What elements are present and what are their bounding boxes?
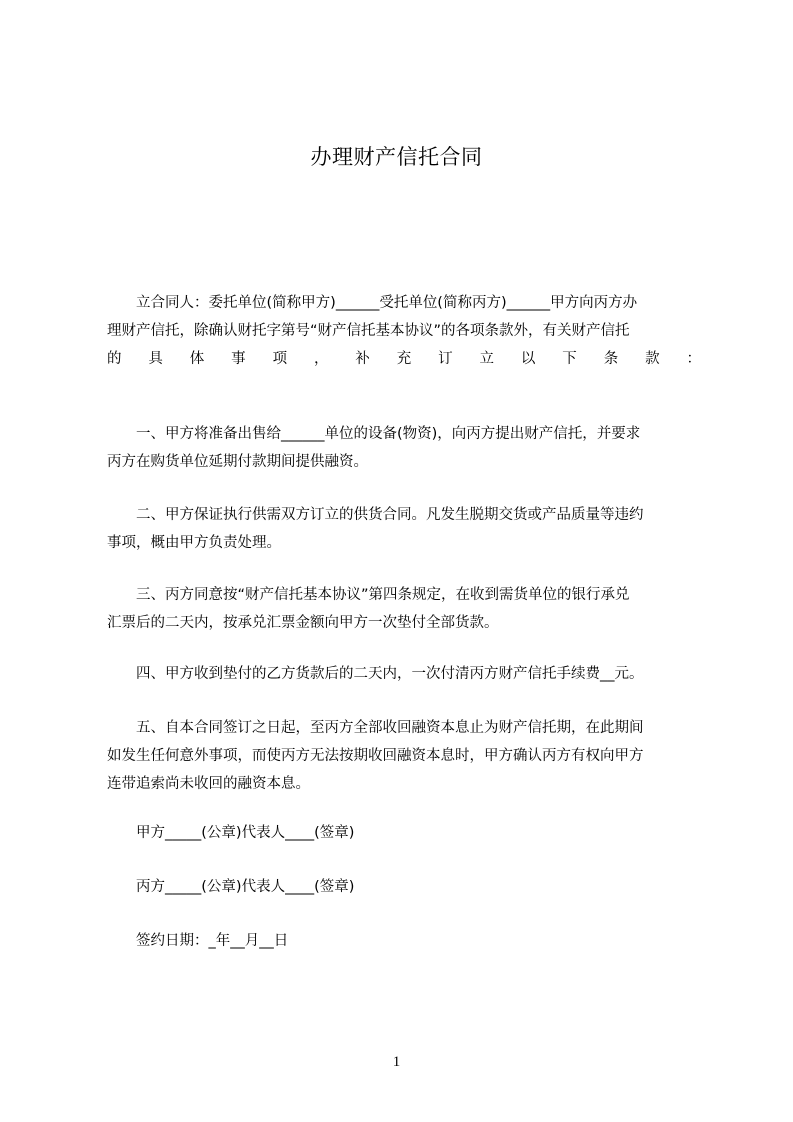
clause-line: 五、自本合同签订之日起，至丙方全部收回融资本息止为财产信托期，在此期间 (136, 720, 644, 736)
intro-char: 下 (562, 351, 577, 367)
intro-line-1: 立合同人：委托单位(简称甲方)______受托单位(简称丙方)______甲方向丙方办 (136, 295, 638, 311)
intro-char: 以 (520, 351, 536, 367)
intro-char: 的 (107, 351, 122, 367)
intro-line-3 (107, 345, 701, 373)
intro-char: 事 (231, 351, 246, 367)
clause-5 (107, 714, 701, 798)
clause-4 (107, 660, 701, 688)
intro-char: 充 (396, 351, 412, 367)
intro-char: 项 (272, 351, 288, 367)
clause-line: 一、甲方将准备出售给______单位的设备(物资)，向丙方提出财产信托，并要求 (136, 426, 641, 442)
clause-1 (107, 420, 701, 476)
clause-3 (107, 581, 701, 637)
clause-line: 如发生任何意外事项，而使丙方无法按期收回融资本息时，甲方确认丙方有权向甲方 (107, 748, 644, 764)
intro-paragraph (107, 289, 701, 373)
intro-char: 补 (355, 351, 370, 367)
intro-char: 具 (148, 351, 163, 367)
clause-line: 四、甲方收到垫付的乙方货款后的二天内，一次付清丙方财产信托手续费__元。 (136, 666, 644, 682)
clause-line: 丙方在购货单位延期付款期间提供融资。 (107, 454, 368, 470)
clause-2 (107, 501, 701, 557)
intro-char: ： (686, 351, 701, 367)
party-a-signature-line: 甲方_____(公章)代表人____(签章) (136, 825, 355, 841)
intro-char: 订 (438, 351, 453, 367)
clause-line: 二、甲方保证执行供需双方订立的供货合同。凡发生脱期交货或产品质量等违约 (136, 507, 644, 523)
intro-char: ， (313, 351, 329, 367)
clause-line: 汇票后的二天内，按承兑汇票金额向甲方一次垫付全部货款。 (107, 615, 499, 631)
clause-line: 事项，概由甲方负责处理。 (107, 535, 281, 551)
document-title: 办理财产信托合同 (310, 145, 483, 169)
clause-line: 三、丙方同意按“财产信托基本协议”第四条规定，在收到需货单位的银行承兑 (136, 587, 630, 603)
party-c-signature-line: 丙方_____(公章)代表人____(签章) (136, 879, 355, 895)
intro-char: 条 (603, 351, 619, 367)
intro-line-2: 理财产信托，除确认财托字第号“财产信托基本协议”的各项条款外，有关财产信托 (107, 323, 630, 339)
intro-char: 款 (645, 351, 660, 367)
page-number: 1 (392, 1054, 401, 1070)
intro-char: 立 (479, 351, 495, 367)
clause-line: 连带追索尚未收回的融资本息。 (107, 776, 310, 792)
intro-char: 体 (189, 351, 205, 367)
signing-date-line: 签约日期：_年__月__日 (136, 933, 289, 949)
